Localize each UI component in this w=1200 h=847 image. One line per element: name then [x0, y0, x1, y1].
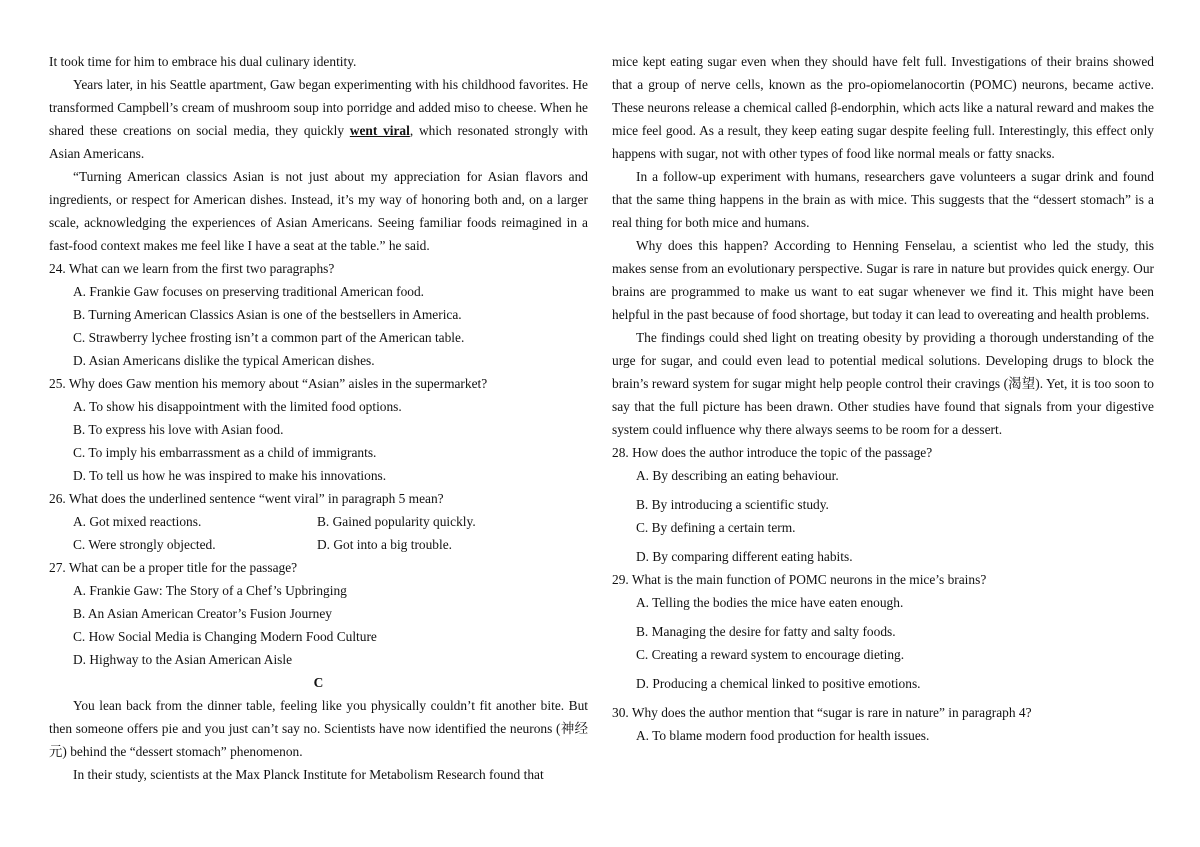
paragraph: In a follow-up experiment with humans, researchers gave volunteers a sugar drink and found that the same thing happens in the brain as with mice. This suggests that the “dessert stomach” is a real thing for both mice and humans.: [612, 169, 1154, 230]
option: D. To tell us how he was inspired to make his innovations.: [73, 468, 387, 483]
left-column: [49, 50, 588, 786]
right-column: [612, 50, 1154, 747]
option: B. To express his love with Asian food.: [73, 422, 284, 437]
paragraph: It took time for him to embrace his dual culinary identity.: [49, 54, 357, 69]
option: D. Producing a chemical linked to positive emotions.: [636, 676, 921, 691]
option: B. Gained popularity quickly.: [317, 514, 476, 529]
question-29: 29. What is the main function of POMC neurons in the mice’s brains?: [612, 572, 987, 587]
question-25: 25. Why does Gaw mention his memory about “Asian” aisles in the supermarket?: [49, 376, 488, 391]
option: A. To blame modern food production for health issues.: [636, 728, 930, 743]
option: A. Telling the bodies the mice have eaten enough.: [636, 595, 904, 610]
option: D. Got into a big trouble.: [317, 537, 453, 552]
option: C. Strawberry lychee frosting isn’t a common part of the American table.: [73, 330, 465, 345]
option: C. To imply his embarrassment as a child of immigrants.: [73, 445, 377, 460]
option: A. Frankie Gaw: The Story of a Chef’s Upbringing: [73, 583, 347, 598]
option: A. Got mixed reactions.: [73, 514, 202, 529]
option: D. Highway to the Asian American Aisle: [73, 652, 293, 667]
option: C. Creating a reward system to encourage dieting.: [636, 647, 905, 662]
option: C. How Social Media is Changing Modern Food Culture: [73, 629, 377, 644]
paragraph: “Turning American classics Asian is not just about my appreciation for Asian flavors and ingredients, or respect for American dishes. Instead, it’s my way of honoring both and, on a larger scale, acknowledging the experiences of Asian Americans. Seeing familiar foods reimagined in a fast-food context makes me feel like I have a seat at the table.” he said.: [49, 169, 588, 253]
question-26: 26. What does the underlined sentence “went viral” in paragraph 5 mean?: [49, 491, 444, 506]
option: B. Managing the desire for fatty and salty foods.: [636, 624, 896, 639]
option: B. By introducing a scientific study.: [636, 497, 829, 512]
paragraph: Why does this happen? According to Henning Fenselau, a scientist who led the study, this makes sense from an evolutionary perspective. Sugar is rare in nature but provides quick energy. Our brains are programmed to make us want to eat sugar whenever we find it. This might have been helpful in the past because of food shortage, but today it can lead to overeating and health problems.: [612, 238, 1154, 322]
option: D. Asian Americans dislike the typical American dishes.: [73, 353, 375, 368]
option-row: [73, 533, 588, 556]
option: B. An Asian American Creator’s Fusion Journey: [73, 606, 332, 621]
paragraph: mice kept eating sugar even when they should have felt full. Investigations of their brains showed that a group of nerve cells, known as the pro-opiomelanocortin (POMC) neurons, became active. These neurons release a chemical called β-endorphin, which acts like a natural reward and makes the mice feel good. As a result, they keep eating sugar despite feeling full. Interestingly, this effect only happens with sugar, not with other types of food like normal meals or fatty snacks.: [612, 54, 1154, 161]
question-28: 28. How does the author introduce the topic of the passage?: [612, 445, 933, 460]
option-row: [73, 510, 588, 533]
option: A. Frankie Gaw focuses on preserving traditional American food.: [73, 284, 425, 299]
option: B. Turning American Classics Asian is one of the bestsellers in America.: [73, 307, 462, 322]
question-30: 30. Why does the author mention that “sugar is rare in nature” in paragraph 4?: [612, 705, 1032, 720]
paragraph: In their study, scientists at the Max Planck Institute for Metabolism Research found that: [73, 767, 544, 782]
question-27: 27. What can be a proper title for the passage?: [49, 560, 298, 575]
section-heading: C: [313, 675, 324, 690]
paragraph: You lean back from the dinner table, feeling like you physically couldn’t fit another bite. But then someone offers pie and you just can’t say no. Scientists have now identified the neurons (神经元) behind the “dessert stomach” phenomenon.: [49, 698, 588, 759]
question-24: 24. What can we learn from the first two paragraphs?: [49, 261, 335, 276]
option: A. To show his disappointment with the limited food options.: [73, 399, 402, 414]
option: C. By defining a certain term.: [636, 520, 796, 535]
paragraph: The findings could shed light on treating obesity by providing a thorough understanding of the urge for sugar, and could even lead to potential medical solutions. Developing drugs to block the brain’s reward system for sugar might help people control their cravings (渴望). Yet, it is too soon to say that the full picture has been drawn. Other studies have found that signals from your digestive system could influence why there always seems to be room for a dessert.: [612, 330, 1154, 437]
paragraph-text: , which resonated strongly with Asian Americans.: [49, 123, 588, 161]
paragraph: [49, 73, 588, 165]
option: D. By comparing different eating habits.: [636, 549, 853, 564]
option: A. By describing an eating behaviour.: [636, 468, 839, 483]
paragraph-text: Years later, in his Seattle apartment, Gaw began experimenting with his childhood favorites. He transformed Campbell’s cream of mushroom soup into porridge and added miso to cheese. When he shared these creations on social media, they quickly: [49, 77, 588, 138]
underlined-phrase: went viral: [349, 123, 410, 138]
option: C. Were strongly objected.: [73, 537, 216, 552]
